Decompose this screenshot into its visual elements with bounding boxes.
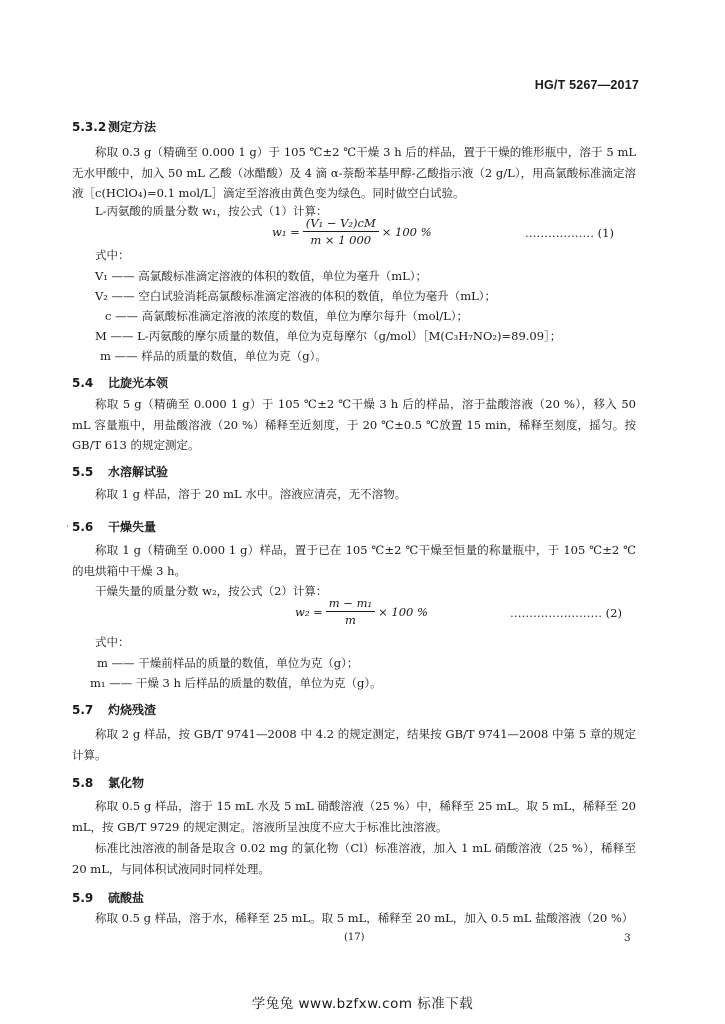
formula-intro-2: 干燥失量的质量分数 w₂，按公式（2）计算： [95,584,328,598]
section-title: 干燥失量 [108,520,157,534]
paragraph-5-5: 称取 1 g 样品，溶于 20 mL 水中。溶液应清亮，无不溶物。 [95,487,407,501]
section-heading-5-6 [72,518,156,535]
where-label-1: 式中： [95,248,130,262]
section-title: 测定方法 [108,120,157,134]
formula-suffix: × 100 % [378,604,428,619]
formula-numerator: m − m₁ [326,596,375,612]
formula-denominator: m × 1 000 [310,233,372,247]
formula-fraction [326,596,375,627]
definition-m1: m₁ —— 干燥 3 h 后样品的质量的数值，单位为克（g）。 [90,676,382,690]
definition-m: m —— 样品的质量的数值，单位为克（g）。 [100,349,327,363]
formula-numerator: (V₁ − V₂)cM [303,216,379,232]
section-heading-5-5 [72,463,168,480]
page-bracket-number: (17) [344,932,365,943]
definition-v2: V₂ —— 空白试验消耗高氯酸标准滴定溶液的体积的数值，单位为毫升（mL）； [95,289,497,303]
section-number: 5.6 [72,520,94,534]
paragraph-5-4: 称取 5 g（精确至 0.000 1 g）于 105 ℃±2 ℃干燥 3 h 后的样品，溶于盐酸溶液（20 %），移入 50 mL 容量瓶中，用盐酸溶液（20 %）稀释至近刻度，于 20 ℃±0.5 ℃放置 15 min，稀释至刻度，摇匀。按 GB/T 613 的规定测定。 [72,397,636,452]
section-heading-5-7 [72,701,156,718]
section-title: 氯化物 [108,776,145,790]
formula-suffix: × 100 % [381,224,432,239]
definition-v1: V₁ —— 高氯酸标准滴定溶液的体积的数值，单位为毫升（mL）； [95,269,428,283]
section-heading-5-3-2 [72,118,156,135]
watermark: 学兔兔 www.bzfxw.com 标准下载 [251,996,474,1012]
section-number: 5.5 [72,465,94,479]
section-number: 5.9 [72,891,94,905]
equation-number-1: ……………… (1) [525,226,614,240]
section-number: 5.3.2 [72,120,107,134]
paragraph-5-7: 称取 2 g 样品，按 GB/T 9741—2008 中 4.2 的规定测定，结果按 GB/T 9741—2008 中第 5 章的规定计算。 [72,727,636,762]
formula-lhs: w₂ = [295,604,323,619]
formula-1 [272,216,432,247]
formula-intro-1: L-丙氨酸的质量分数 w₁，按公式（1）计算： [95,204,328,218]
scan-mark: · [66,522,69,532]
page-number: 3 [624,932,631,944]
paragraph-5-3-2: 称取 0.3 g（精确至 0.000 1 g）于 105 ℃±2 ℃干燥 3 h 后的样品，置于干燥的锥形瓶中，溶于 5 mL 无水甲酸中，加入 50 mL 乙酸（冰醋酸）及 4 滴 α-萘酚苯基甲醇-乙酸指示液（2 g/L），用高氯酸标准滴定溶液［c(HClO₄)=0.1 mol/L］滴定至溶液由黄色变为绿色。同时做空白试验。 [72,145,636,200]
paragraph-5-8-2: 标准比浊溶液的制备是取含 0.02 mg 的氯化物（Cl）标准溶液，加入 1 mL 硝酸溶液（25 %），稀释至 20 mL，与同体积试液同时同样处理。 [72,841,636,876]
formula-denominator: m [344,613,356,627]
section-heading-5-4 [72,374,168,391]
paragraph-5-6: 称取 1 g（精确至 0.000 1 g）样品，置于已在 105 ℃±2 ℃干燥至恒量的称量瓶中，于 105 ℃±2 ℃的电烘箱中干燥 3 h。 [72,543,636,578]
formula-fraction [303,216,379,247]
section-title: 水溶解试验 [108,465,169,479]
equation-number-2: …………………… (2) [510,606,622,620]
formula-lhs: w₁ = [272,224,300,239]
definition-M: M —— L-丙氨酸的摩尔质量的数值，单位为克每摩尔（g/mol）［M(C₃H₇NO₂)=89.09］； [95,329,562,343]
definition-m-before: m —— 干燥前样品的质量的数值，单位为克（g）； [97,656,359,670]
section-heading-5-9 [72,889,144,906]
where-label-2: 式中： [95,635,130,649]
standard-code: HG/T 5267—2017 [534,78,639,92]
definition-c: c —— 高氯酸标准滴定溶液的浓度的数值，单位为摩尔每升（mol/L）； [105,309,469,323]
paragraph-5-8-1: 称取 0.5 g 样品，溶于 15 mL 水及 5 mL 硝酸溶液（25 %）中，稀释至 25 mL。取 5 mL，稀释至 20 mL，按 GB/T 9729 的规定测定。溶液所呈浊度不应大于标准比浊溶液。 [72,799,636,834]
section-heading-5-8 [72,774,144,791]
section-number: 5.8 [72,776,94,790]
section-number: 5.4 [72,376,94,390]
section-title: 比旋光本领 [108,376,169,390]
paragraph-5-9: 称取 0.5 g 样品，溶于水，稀释至 25 mL。取 5 mL，稀释至 20 mL，加入 0.5 mL 盐酸溶液（20 %） [95,911,634,925]
formula-2 [295,596,428,627]
section-number: 5.7 [72,703,94,717]
section-title: 硫酸盐 [108,891,145,905]
section-title: 灼烧残渣 [108,703,157,717]
